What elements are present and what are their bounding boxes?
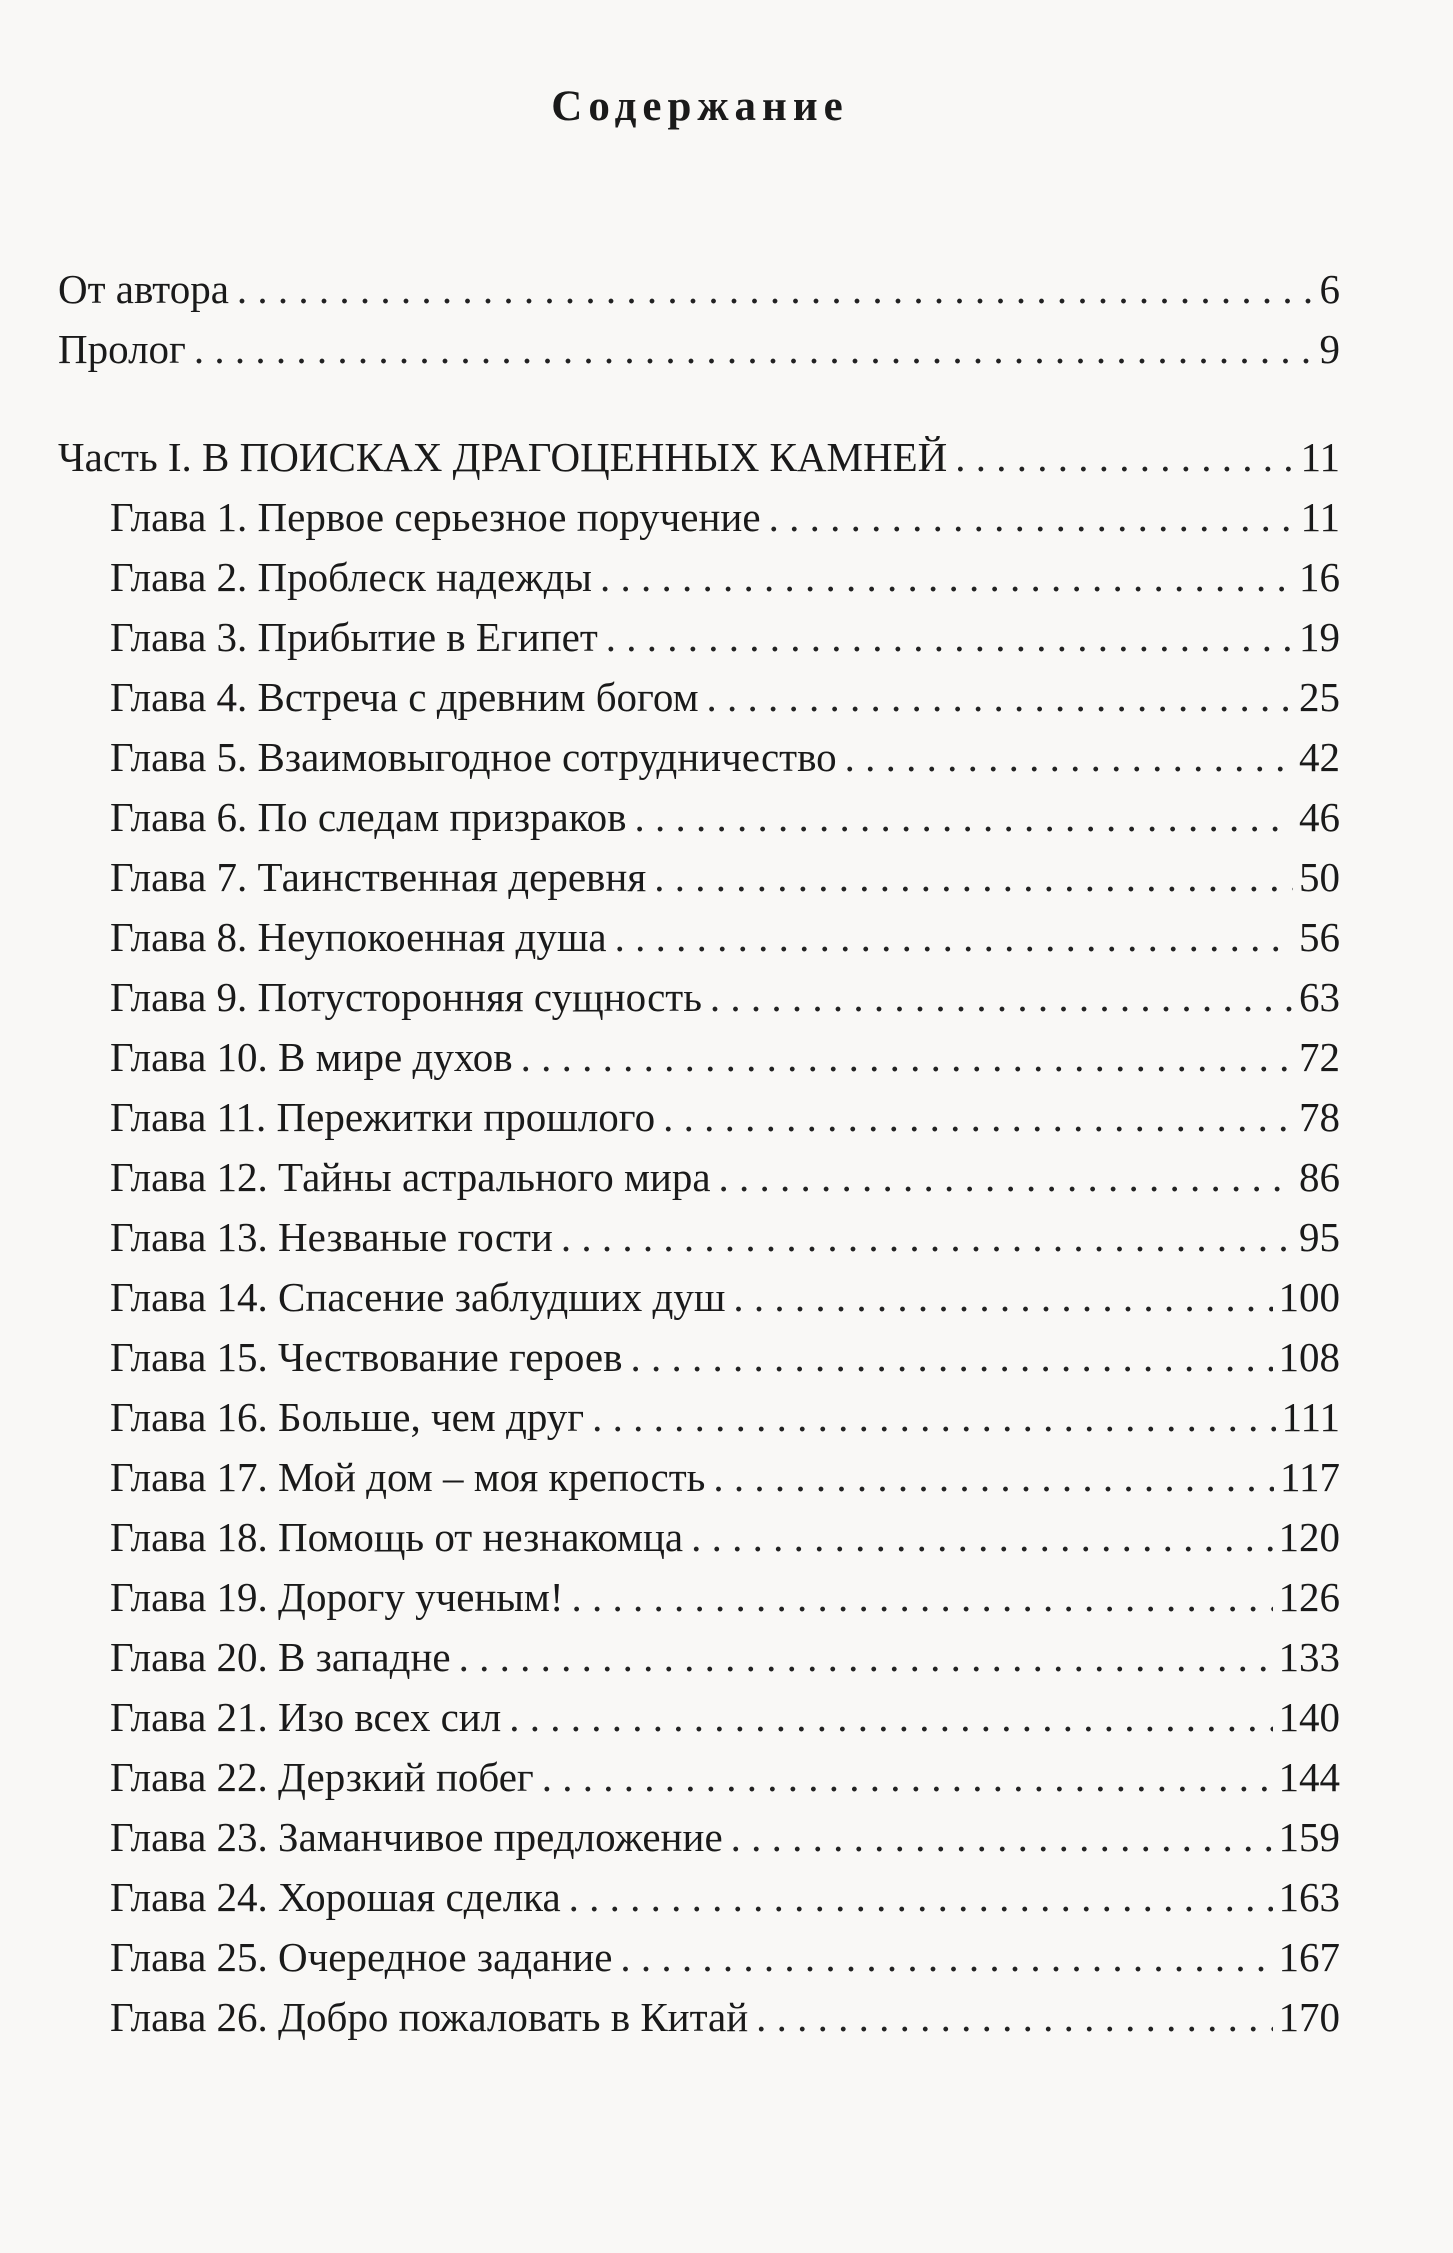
toc-entry-title: Глава 26. Добро пожаловать в Китай [110,1994,749,2040]
toc-entry-page-number: 11 [1300,494,1340,540]
toc-entry-title: Глава 19. Дорогу ученым! [110,1574,564,1620]
toc-entry-page-number: 170 [1278,1994,1340,2040]
dot-leader [542,1753,1273,1801]
dot-leader [237,265,1314,313]
toc-entry-page-number: 42 [1299,734,1340,780]
toc-entry-title: От автора [58,266,229,312]
toc-entry-title: Глава 10. В мире духов [110,1034,513,1080]
toc-entry-title: Глава 6. По следам призраков [110,794,627,840]
toc-entry [58,1273,1340,1333]
toc-entry [58,1093,1340,1153]
toc-entry-page-number: 6 [1319,266,1340,312]
toc-entry [58,1873,1340,1933]
dot-leader [707,673,1293,721]
dot-leader [194,325,1314,373]
dot-leader [663,1093,1293,1141]
dot-leader [845,733,1293,781]
toc-entry-title: Глава 13. Незваные гости [110,1214,553,1260]
toc-entry [58,1693,1340,1753]
toc-entry [58,325,1340,385]
toc-entry [58,1933,1340,1993]
dot-leader [459,1633,1273,1681]
dot-leader [561,1213,1293,1261]
dot-leader [691,1513,1272,1561]
dot-leader [710,973,1293,1021]
toc-entry-title: Глава 25. Очередное задание [110,1934,613,1980]
toc-entry-page-number: 56 [1299,914,1340,960]
dot-leader [955,433,1294,481]
dot-leader [606,613,1293,661]
dot-leader [733,1273,1272,1321]
toc-entry-title: Глава 15. Чествование героев [110,1334,623,1380]
toc-entry [58,1993,1340,2053]
toc-entry-title: Глава 20. В западне [110,1634,451,1680]
toc-entry [58,1573,1340,1633]
toc-entry-page-number: 120 [1278,1514,1340,1560]
toc-entry [58,433,1340,493]
toc-entry-page-number: 133 [1278,1634,1340,1680]
toc-entry-page-number: 163 [1278,1874,1340,1920]
toc-entry [58,613,1340,673]
toc-entry-title: Глава 21. Изо всех сил [110,1694,502,1740]
toc-entry [58,1033,1340,1093]
toc-entry [58,553,1340,613]
dot-leader [569,1873,1273,1921]
toc-entry-title: Глава 1. Первое серьезное поручение [110,494,761,540]
toc-entry-title: Глава 23. Заманчивое предложение [110,1814,723,1860]
toc-entry-title: Глава 2. Проблеск надежды [110,554,592,600]
toc-entry [58,793,1340,853]
toc-entry-page-number: 111 [1281,1394,1340,1440]
toc-entry-title: Глава 22. Дерзкий побег [110,1754,534,1800]
toc-entry-page-number: 108 [1278,1334,1340,1380]
toc-entry-title: Глава 18. Помощь от незнакомца [110,1514,684,1560]
table-of-contents [58,265,1340,2053]
dot-leader [615,913,1293,961]
toc-entry [58,493,1340,553]
toc-entry-page-number: 100 [1278,1274,1340,1320]
toc-entry-page-number: 126 [1278,1574,1340,1620]
toc-entry-title: Глава 24. Хорошая сделка [110,1874,561,1920]
toc-entry-page-number: 11 [1300,434,1340,480]
dot-leader [571,1573,1272,1621]
toc-entry-page-number: 63 [1299,974,1340,1020]
toc-entry-page-number: 72 [1299,1034,1340,1080]
toc-entry-title: Пролог [58,326,186,372]
toc-entry [58,1213,1340,1273]
toc-entry [58,1813,1340,1873]
toc-entry [58,913,1340,973]
toc-entry [58,853,1340,913]
toc-entry [58,973,1340,1033]
toc-entry-title: Глава 7. Таинственная деревня [110,854,647,900]
toc-entry [58,1153,1340,1213]
toc-entry [58,673,1340,733]
toc-entry [58,1753,1340,1813]
dot-leader [592,1393,1275,1441]
toc-entry-title: Часть I. В ПОИСКАХ ДРАГОЦЕННЫХ КАМНЕЙ [58,434,948,480]
dot-leader [769,493,1295,541]
dot-leader [713,1453,1274,1501]
toc-entry-page-number: 86 [1299,1154,1340,1200]
toc-entry-title: Глава 17. Мой дом – моя крепость [110,1454,706,1500]
toc-entry-page-number: 117 [1280,1454,1340,1500]
toc-entry-page-number: 167 [1278,1934,1340,1980]
toc-entry-page-number: 78 [1299,1094,1340,1140]
toc-entry-title: Глава 9. Потусторонняя сущность [110,974,702,1020]
toc-entry-page-number: 16 [1299,554,1340,600]
toc-entry-page-number: 19 [1299,614,1340,660]
toc-entry-title: Глава 14. Спасение заблудших душ [110,1274,726,1320]
page-title: Содержание [551,83,849,130]
toc-entry-title: Глава 4. Встреча с древним богом [110,674,699,720]
toc-entry-page-number: 9 [1319,326,1340,372]
toc-entry-title: Глава 3. Прибытие в Египет [110,614,598,660]
dot-leader [630,1333,1272,1381]
dot-leader [509,1693,1272,1741]
toc-entry-page-number: 46 [1299,794,1340,840]
toc-entry [58,733,1340,793]
dot-leader [521,1033,1293,1081]
toc-entry [58,1333,1340,1393]
toc-entry-page-number: 95 [1299,1214,1340,1260]
dot-leader [756,1993,1272,2041]
toc-entry [58,1633,1340,1693]
toc-entry-title: Глава 5. Взаимовыгодное сотрудничество [110,734,837,780]
toc-entry-page-number: 140 [1278,1694,1340,1740]
toc-entry-page-number: 159 [1278,1814,1340,1860]
toc-entry-title: Глава 11. Пережитки прошлого [110,1094,656,1140]
dot-leader [654,853,1293,901]
toc-entry [58,1453,1340,1513]
dot-leader [620,1933,1272,1981]
toc-entry-title: Глава 8. Неупокоенная душа [110,914,607,960]
toc-entry-page-number: 144 [1278,1754,1340,1800]
dot-leader [600,553,1293,601]
toc-entry-title: Глава 16. Больше, чем друг [110,1394,585,1440]
toc-entry-title: Глава 12. Тайны астрального мира [110,1154,711,1200]
dot-leader [731,1813,1273,1861]
toc-entry [58,1393,1340,1453]
dot-leader [634,793,1293,841]
toc-entry [58,265,1340,325]
toc-entry [58,1513,1340,1573]
toc-entry-page-number: 50 [1299,854,1340,900]
toc-entry-page-number: 25 [1299,674,1340,720]
dot-leader [719,1153,1293,1201]
